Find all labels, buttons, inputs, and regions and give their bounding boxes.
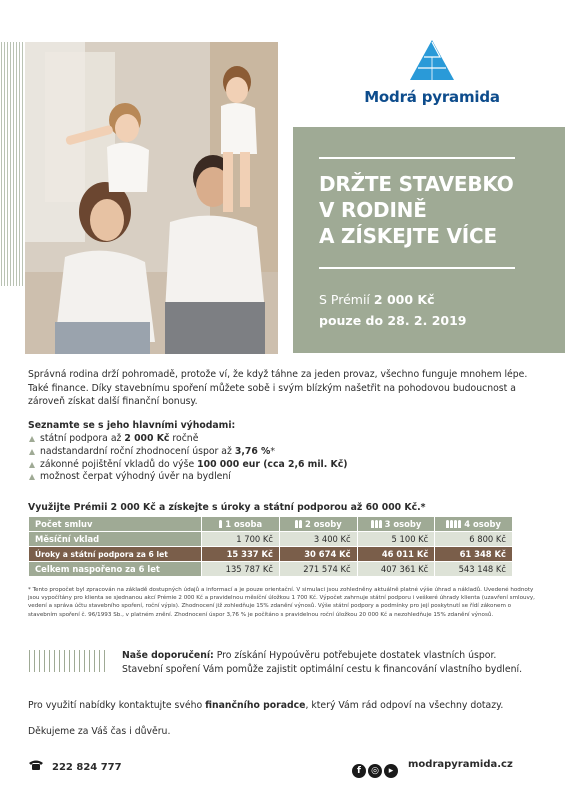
thanks-text: Děkujeme za Váš čas i důvěru. bbox=[28, 726, 171, 737]
facebook-icon[interactable]: f bbox=[352, 764, 366, 778]
phone-number: 222 824 777 bbox=[52, 762, 122, 773]
headline-panel bbox=[293, 127, 565, 353]
column-header: 4 osoby bbox=[435, 517, 513, 532]
table-row bbox=[29, 547, 513, 562]
table-row bbox=[29, 562, 513, 577]
phone-contact[interactable] bbox=[28, 759, 122, 773]
table-cell: 3 400 Kč bbox=[280, 532, 358, 547]
column-header: 2 osoby bbox=[280, 517, 358, 532]
benefits-heading: Seznamte se s jeho hlavními výhodami: bbox=[28, 420, 236, 431]
benefits-list bbox=[28, 433, 347, 484]
headline-line-1: DRŽTE STAVEBKO bbox=[319, 172, 514, 196]
decorative-lines bbox=[28, 650, 106, 672]
decorative-lines bbox=[0, 42, 24, 286]
table-cell: 46 011 Kč bbox=[357, 547, 435, 562]
footnote: * Tento propočet byl zpracován na základě dostupných údajů a informací a je pouze orientační. V simulaci jsou zohledněny aktuálně platné výše úhrad a nákladů. Uvedené hodnoty jsou vypočítány pro klienta se sjednanou akcí Prémie 2 000 Kč a pravidelnou měsíční úložkou 1 700 Kč. Výpočet zahrnuje státní podporu i veškeré úhrady klienta (uzavření smlouvy, vedení a správa účtu stavebního spoření, roční výpis). Zhodnocení již zohledňuje 15% zdanění výnosů. Výše státní podpory a podmínky pro její poskytnutí se řídí zákonem o stavebním spoření č. 96/1993 Sb., v platném znění. Zhodnocení úspor 3,76 % je počítáno s pravidelnou roční úložkou 20 000 Kč a nezohledňuje 15% zdanění výnosů. bbox=[28, 587, 535, 618]
recommendation-text: Stavební spoření Vám pomůže zajistit optimální cestu k financování vlastního bydlení. bbox=[122, 663, 523, 675]
table-cell: 407 361 Kč bbox=[357, 562, 435, 577]
persons-icon bbox=[295, 520, 303, 530]
panel-divider-top bbox=[319, 157, 515, 159]
table-cell: 61 348 Kč bbox=[435, 547, 513, 562]
contact-text: Pro využití nabídky kontaktujte svého finančního poradce, který Vám rád odpoví na všechny dotazy. bbox=[28, 700, 504, 711]
table-cell: 30 674 Kč bbox=[280, 547, 358, 562]
brand-name: Modrá pyramida bbox=[364, 88, 500, 106]
intro-paragraph: Správná rodina drží pohromadě, protože ví, že když táhne za jeden provaz, všechno funguje mnohem lépe. Také finance. Díky stavebnímu spoření můžete sobě i svým blízkým našetřit na pohodovou budoucnost a zároveň získat další finanční bonusy. bbox=[28, 369, 528, 407]
recommendation bbox=[122, 649, 542, 676]
headline-line-3: A ZÍSKEJTE VÍCE bbox=[319, 224, 497, 248]
list-item: nadstandardní roční zhodnocení úspor až 3,76 %* bbox=[28, 446, 347, 459]
triangle-bullet-icon bbox=[29, 462, 35, 468]
list-item: zákonné pojištění vkladů do výše 100 000 eur (cca 2,6 mil. Kč) bbox=[28, 459, 347, 472]
row-label: Celkem naspořeno za 6 let bbox=[29, 562, 202, 577]
website-link[interactable]: modrapyramida.cz bbox=[408, 759, 513, 770]
headline bbox=[319, 171, 549, 249]
list-item: státní podpora až 2 000 Kč ročně bbox=[28, 433, 347, 446]
triangle-bullet-icon bbox=[29, 449, 35, 455]
premium-prefix: S Prémií bbox=[319, 292, 370, 307]
premium-amount: 2 000 Kč bbox=[373, 292, 435, 307]
table-cell: 271 574 Kč bbox=[280, 562, 358, 577]
headline-line-2: V RODINĚ bbox=[319, 198, 427, 222]
instagram-icon[interactable]: ◎ bbox=[368, 764, 382, 778]
pyramid-logo-icon bbox=[410, 40, 454, 82]
premium-offer bbox=[319, 292, 434, 307]
table-heading: Využijte Prémii 2 000 Kč a získejte s úroky a státní podporou až 60 000 Kč.* bbox=[28, 502, 426, 513]
column-header: 1 osoba bbox=[202, 517, 280, 532]
table-cell: 15 337 Kč bbox=[202, 547, 280, 562]
row-label: Měsíční vklad bbox=[29, 532, 202, 547]
family-photo bbox=[25, 42, 278, 354]
table-header-label: Počet smluv bbox=[29, 517, 202, 532]
column-header: 3 osoby bbox=[357, 517, 435, 532]
table-cell: 135 787 Kč bbox=[202, 562, 280, 577]
persons-icon bbox=[371, 520, 383, 530]
savings-table bbox=[28, 516, 513, 577]
table-cell: 5 100 Kč bbox=[357, 532, 435, 547]
person-icon bbox=[219, 520, 223, 530]
phone-icon bbox=[28, 759, 44, 771]
triangle-bullet-icon bbox=[29, 474, 35, 480]
list-item: možnost čerpat výhodný úvěr na bydlení bbox=[28, 471, 347, 484]
table-cell: 6 800 Kč bbox=[435, 532, 513, 547]
table-cell: 1 700 Kč bbox=[202, 532, 280, 547]
brand-logo bbox=[362, 40, 502, 106]
table-cell: 543 148 Kč bbox=[435, 562, 513, 577]
triangle-bullet-icon bbox=[29, 436, 35, 442]
youtube-icon[interactable]: ▸ bbox=[384, 764, 398, 778]
row-label: Úroky a státní podpora za 6 let bbox=[29, 547, 202, 562]
recommendation-text: Pro získání Hypoúvěru potřebujete dostatek vlastních úspor. bbox=[213, 650, 497, 661]
social-links bbox=[352, 758, 400, 778]
panel-divider-bottom bbox=[319, 267, 515, 269]
persons-icon bbox=[446, 520, 462, 530]
table-header-row bbox=[29, 517, 513, 532]
offer-deadline: pouze do 28. 2. 2019 bbox=[319, 313, 467, 328]
recommendation-title: Naše doporučení: bbox=[122, 650, 214, 661]
table-row bbox=[29, 532, 513, 547]
